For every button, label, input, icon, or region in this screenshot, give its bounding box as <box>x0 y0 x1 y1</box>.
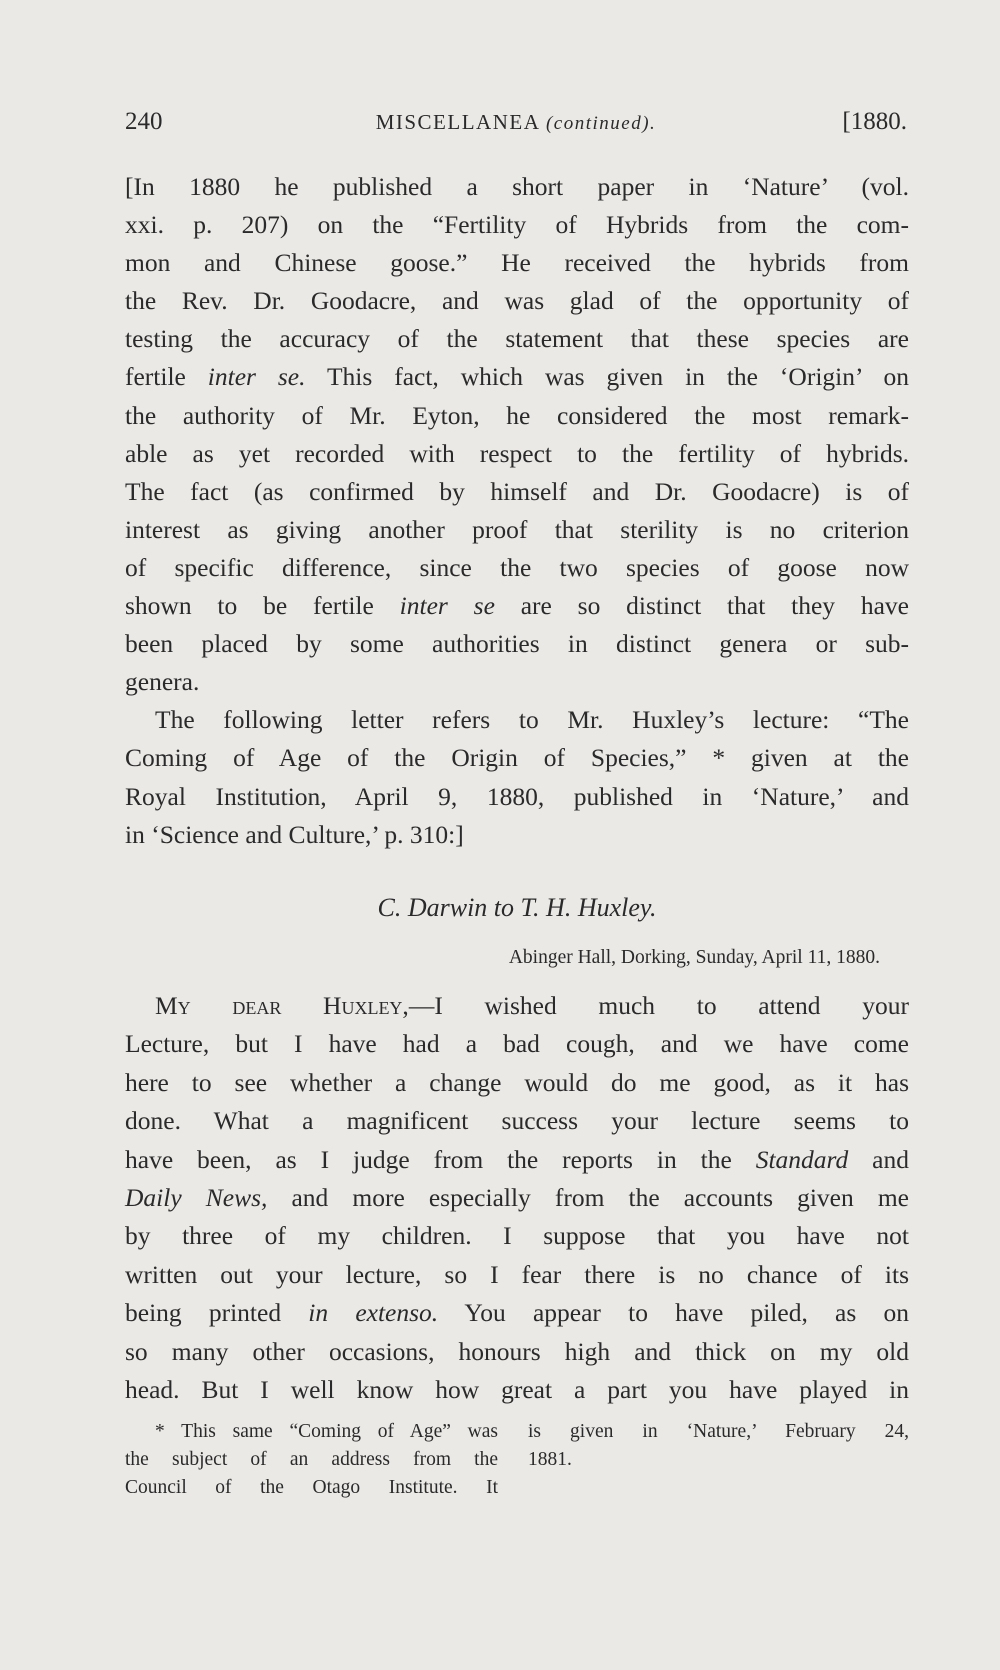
text-line: Lecture, but I have had a bad cough, and we have come <box>125 1029 909 1059</box>
paragraph-letter-intro <box>125 701 909 853</box>
text-line: genera. <box>125 667 200 697</box>
footnote-line: Council of the Otago Institute. It <box>125 1477 498 1498</box>
text-line: The following letter refers to Mr. Huxley’s lecture: “The <box>155 705 909 735</box>
salutation: My dear Huxley, <box>155 991 409 1020</box>
text-line: shown to be fertile inter se are so distinct that they have <box>125 591 909 621</box>
footnote-line: the subject of an address from the <box>125 1449 498 1470</box>
italic-phrase: in extenso. <box>308 1298 439 1328</box>
text-line: head. But I well know how great a part you have played in <box>125 1374 909 1404</box>
running-head <box>125 110 907 135</box>
text-line: mon and Chinese goose.” He received the hybrids from <box>125 248 909 278</box>
text-line: The fact (as confirmed by himself and Dr. Goodacre) is of <box>125 476 909 506</box>
running-head-title: MISCELLANEA <box>375 110 540 134</box>
text-line: testing the accuracy of the statement that these species are <box>125 324 909 354</box>
text-line: written out your lecture, so I fear there is no chance of its <box>125 1259 909 1289</box>
text-line: the authority of Mr. Eyton, he considered the most remark- <box>125 400 909 430</box>
text-line: able as yet recorded with respect to the fertility of hybrids. <box>125 438 909 468</box>
text-line: so many other occasions, honours high and thick on my old <box>125 1336 909 1366</box>
running-head-note: (continued). <box>545 113 657 134</box>
footnote-line: is given in ‘Nature,’ February 24, <box>528 1421 909 1442</box>
header-year: [1880. <box>842 108 907 135</box>
italic-phrase: inter se <box>399 591 495 621</box>
text-line: [In 1880 he published a short paper in ‘Nature’ (vol. <box>125 172 909 201</box>
footnote-line: * This same “Coming of Age” was <box>155 1421 498 1442</box>
text-line: of specific difference, since the two species of goose now <box>125 552 909 582</box>
paragraph-hybrids <box>125 168 909 701</box>
text-line: by three of my children. I suppose that you have not <box>125 1221 909 1251</box>
text-line: done. What a magnificent success your lecture seems to <box>125 1106 909 1136</box>
italic-phrase: Daily News, <box>125 1182 268 1212</box>
text-line: fertile inter se. This fact, which was given in the ‘Origin’ on <box>125 362 910 392</box>
text-line: Coming of Age of the Origin of Species,” * given at the <box>125 743 909 773</box>
italic-phrase: Standard <box>755 1144 849 1174</box>
page-header <box>125 108 907 142</box>
footnote-line: 1881. <box>528 1449 572 1470</box>
footnote-right-column <box>528 1418 909 1474</box>
text-line: the Rev. Dr. Goodacre, and was glad of the opportunity of <box>125 286 909 316</box>
text-line: in ‘Science and Culture,’ p. 310:] <box>125 819 464 849</box>
letter-dateline: Abinger Hall, Dorking, Sunday, April 11, 1880. <box>508 947 880 968</box>
letter-body <box>125 987 909 1409</box>
editorial-note <box>125 168 909 854</box>
text-line: being printed in extenso. You appear to have piled, as on <box>125 1298 909 1328</box>
text-line: been placed by some authorities in distinct genera or sub- <box>125 629 909 659</box>
text-line: interest as giving another proof that sterility is no criterion <box>125 514 909 544</box>
text-line: have been, as I judge from the reports in the Standard and <box>125 1144 909 1174</box>
page-number: 240 <box>125 108 163 135</box>
text-line: My dear Huxley,—I wished much to attend your <box>155 991 909 1020</box>
text-line: here to see whether a change would do me good, as it has <box>125 1067 909 1097</box>
text-line: xxi. p. 207) on the “Fertility of Hybrids from the com- <box>125 210 909 240</box>
text-line: Daily News, and more especially from the accounts given me <box>125 1182 909 1212</box>
italic-phrase: inter se. <box>207 362 306 392</box>
text-line: Royal Institution, April 9, 1880, published in ‘Nature,’ and <box>125 781 909 811</box>
footnote-left-column <box>125 1418 498 1502</box>
letter-heading: C. Darwin to T. H. Huxley. <box>377 893 657 922</box>
